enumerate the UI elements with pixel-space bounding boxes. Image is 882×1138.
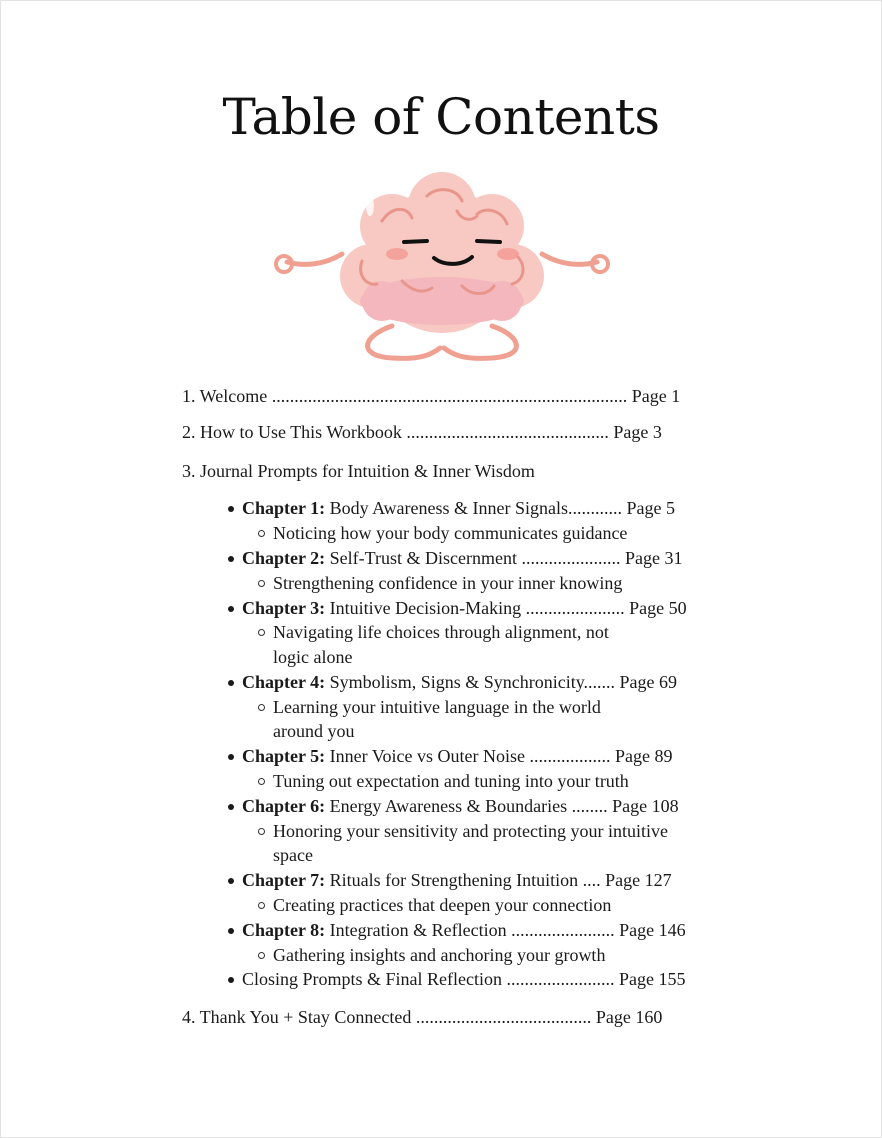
chapter-title: Intuitive Decision-Making xyxy=(325,598,522,618)
toc-chapter-5[interactable] xyxy=(242,744,672,769)
chapter-title: Energy Awareness & Boundaries xyxy=(325,796,568,816)
dot-leader: .................. xyxy=(524,746,611,766)
bullet xyxy=(228,680,234,686)
dot-leader: .... xyxy=(578,870,601,890)
toc-entry-label: 1. Welcome xyxy=(182,386,268,406)
sub-bullet xyxy=(258,828,265,835)
bullet xyxy=(228,928,234,934)
toc-chapter-3-sub-cont: logic alone xyxy=(273,647,353,667)
toc-entry-thank-you[interactable] xyxy=(182,1005,662,1030)
dot-leader: ............................................. xyxy=(401,422,609,442)
page-number: Page 50 xyxy=(629,598,687,618)
toc-chapter-4[interactable] xyxy=(242,670,677,695)
toc-entry-label: 3. Journal Prompts for Intuition & Inner Wisdom xyxy=(182,461,535,481)
toc-chapter-5-sub: Tuning out expectation and tuning into your truth xyxy=(273,771,629,791)
dot-leader: ............ xyxy=(568,498,622,518)
highlight xyxy=(366,196,374,216)
toc-entry-label: 4. Thank You + Stay Connected xyxy=(182,1007,412,1027)
toc-entry-welcome[interactable] xyxy=(182,384,680,409)
chapter-title: Symbolism, Signs & Synchronicity xyxy=(325,672,584,692)
chapter-number: Chapter 2: xyxy=(242,548,326,568)
sub-bullet xyxy=(258,704,265,711)
page-number: Page 5 xyxy=(626,498,675,518)
page-number: Page 146 xyxy=(619,920,686,940)
highlight xyxy=(470,177,494,191)
toc-entry-label: 2. How to Use This Workbook xyxy=(182,422,402,442)
page-number: Page 108 xyxy=(612,796,679,816)
dot-leader: ...................... xyxy=(517,548,621,568)
toc-entry-how-to-use[interactable] xyxy=(182,420,662,445)
left-arm xyxy=(287,254,342,264)
page-number: Page 1 xyxy=(631,386,681,406)
toc-chapter-4-sub-cont: around you xyxy=(273,721,355,741)
bullet xyxy=(228,606,234,612)
meditating-brain-illustration xyxy=(262,166,622,372)
toc-chapter-1-sub: Noticing how your body communicates guidance xyxy=(273,523,628,543)
sub-bullet xyxy=(258,629,265,636)
chapter-title: Inner Voice vs Outer Noise xyxy=(325,746,525,766)
dot-leader: ....................................... xyxy=(411,1007,592,1027)
toc-chapter-6-sub: Honoring your sensitivity and protecting your intuitive xyxy=(273,821,668,841)
chapter-number: Chapter 4: xyxy=(242,672,326,692)
dot-leader: ........ xyxy=(567,796,608,816)
page-number: Page 160 xyxy=(595,1007,663,1027)
toc-chapter-8[interactable] xyxy=(242,918,686,943)
toc-chapter-1[interactable] xyxy=(242,496,675,521)
sub-bullet xyxy=(258,530,265,537)
bullet xyxy=(228,878,234,884)
toc-chapter-2-sub: Strengthening confidence in your inner knowing xyxy=(273,573,623,593)
right-arm xyxy=(542,254,597,264)
chapter-number: Chapter 6: xyxy=(242,796,326,816)
dot-leader: ........................ xyxy=(502,969,615,989)
sub-bullet xyxy=(258,580,265,587)
chapter-title: Body Awareness & Inner Signals xyxy=(325,498,568,518)
dot-leader: ....................... xyxy=(506,920,615,940)
chapter-number: Chapter 3: xyxy=(242,598,326,618)
toc-chapter-2[interactable] xyxy=(242,546,683,571)
toc-chapter-7-sub: Creating practices that deepen your connection xyxy=(273,895,612,915)
page-number: Page 155 xyxy=(619,969,686,989)
sub-bullet xyxy=(258,778,265,785)
chapter-number: Chapter 8: xyxy=(242,920,326,940)
dot-leader: ....... xyxy=(583,672,616,692)
sub-bullet xyxy=(258,902,265,909)
bullet xyxy=(228,977,234,983)
chapter-number: Chapter 5: xyxy=(242,746,326,766)
chapter-title: Integration & Reflection xyxy=(325,920,507,940)
dot-leader: ...................... xyxy=(521,598,625,618)
chapter-title: Rituals for Strengthening Intuition xyxy=(325,870,579,890)
toc-entry-journal-prompts[interactable] xyxy=(182,459,535,484)
toc-chapter-6[interactable] xyxy=(242,794,679,819)
sub-bullet xyxy=(258,952,265,959)
toc-chapter-4-sub: Learning your intuitive language in the world xyxy=(273,697,601,717)
page-number: Page 69 xyxy=(619,672,678,692)
dot-leader: ............................................................................... xyxy=(267,386,628,406)
page-title: Table of Contents xyxy=(222,88,660,146)
page-number: Page 127 xyxy=(605,870,672,890)
toc-chapter-8-sub: Gathering insights and anchoring your growth xyxy=(273,945,606,965)
toc-chapter-6-sub-cont: space xyxy=(273,845,313,865)
bullet xyxy=(228,804,234,810)
toc-entry-closing[interactable] xyxy=(242,967,686,992)
chapter-number: Chapter 1: xyxy=(242,498,326,518)
bullet xyxy=(228,506,234,512)
toc-chapter-3[interactable] xyxy=(242,596,687,621)
chapter-number: Chapter 7: xyxy=(242,870,326,890)
bullet xyxy=(228,556,234,562)
bullet xyxy=(228,754,234,760)
chapter-title: Self-Trust & Discernment xyxy=(325,548,517,568)
page-number: Page 31 xyxy=(625,548,683,568)
toc-entry-label: Closing Prompts & Final Reflection xyxy=(242,969,502,989)
toc-chapter-3-sub: Navigating life choices through alignment, not xyxy=(273,622,609,642)
page-number: Page 89 xyxy=(614,746,673,766)
page-number: Page 3 xyxy=(613,422,662,442)
toc-chapter-7[interactable] xyxy=(242,868,672,893)
